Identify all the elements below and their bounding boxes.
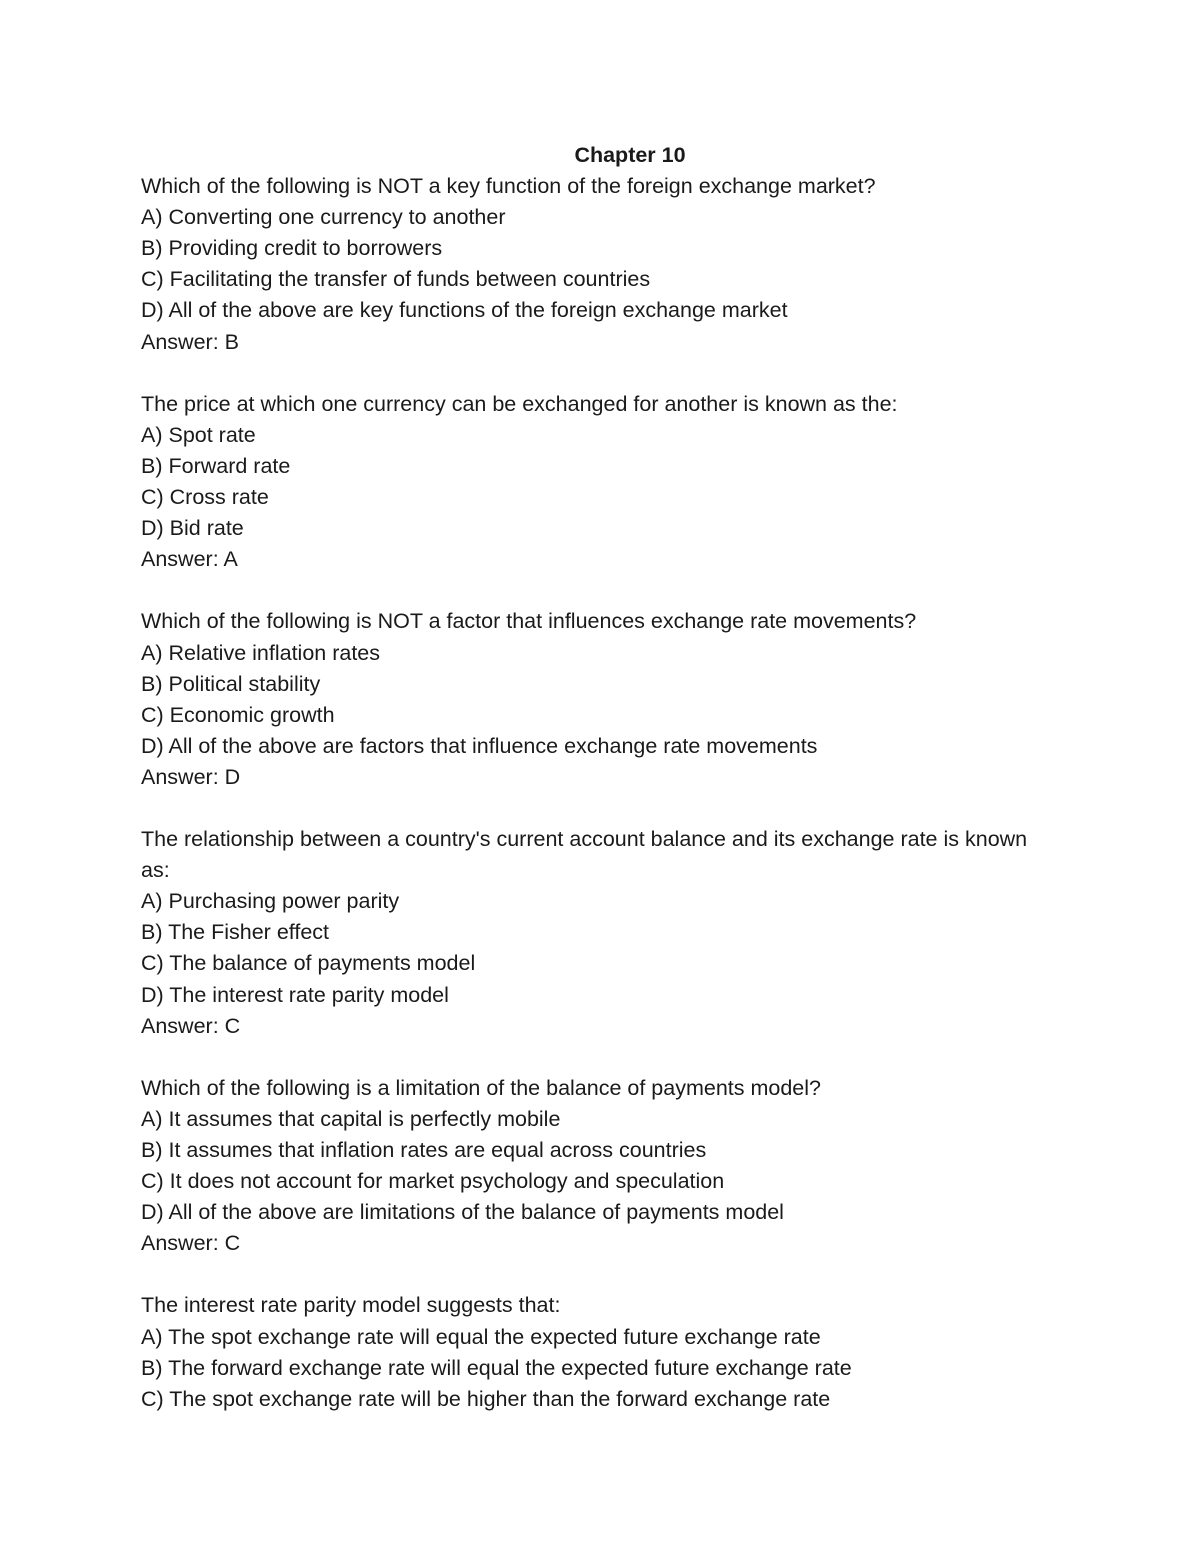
answer-option: D) Bid rate [141,516,244,541]
question-block [141,824,1061,1042]
answer-option: B) The forward exchange rate will equal the expected future exchange rate [141,1355,852,1380]
answer-option: D) All of the above are factors that influence exchange rate movements [141,733,818,758]
answer-key: Answer: C [141,1013,241,1038]
question-prompt: Which of the following is NOT a factor that influences exchange rate movements? [141,609,917,634]
question-block [141,1290,1061,1414]
blank-line [141,1042,1061,1073]
question-prompt: The interest rate parity model suggests that: [141,1293,561,1318]
answer-option: B) Forward rate [141,453,291,478]
answer-key: Answer: A [141,547,238,572]
question-prompt: Which of the following is NOT a key function of the foreign exchange market? [141,174,876,199]
answer-option: D) The interest rate parity model [141,982,449,1007]
answer-option: A) The spot exchange rate will equal the expected future exchange rate [141,1324,821,1349]
answer-option: B) Political stability [141,671,321,696]
question-prompt: The price at which one currency can be exchanged for another is known as the: [141,391,898,416]
answer-option: B) Providing credit to borrowers [141,236,443,261]
question-block [141,1073,1061,1260]
document-page [141,140,1061,1415]
question-block [141,389,1061,576]
answer-option: A) Spot rate [141,422,256,447]
answer-option: B) The Fisher effect [141,920,330,945]
answer-key: Answer: C [141,1231,241,1256]
answer-option: D) All of the above are key functions of the foreign exchange market [141,298,788,323]
answer-key: Answer: D [141,764,241,789]
question-block [141,171,1061,358]
answer-option: A) Relative inflation rates [141,640,380,665]
blank-line [141,793,1061,824]
blank-line [141,358,1061,389]
answer-option: C) The balance of payments model [141,951,476,976]
answer-option: D) All of the above are limitations of the balance of payments model [141,1200,784,1225]
question-prompt: The relationship between a country's current account balance and its exchange rate is known as: [141,827,1028,883]
page-title: Chapter 10 [574,143,686,167]
blank-line [141,575,1061,606]
answer-option: C) The spot exchange rate will be higher than the forward exchange rate [141,1386,831,1411]
answer-option: C) Facilitating the transfer of funds between countries [141,267,651,292]
answer-key: Answer: B [141,329,239,354]
answer-option: C) It does not account for market psychology and speculation [141,1169,725,1194]
question-block [141,606,1061,793]
answer-option: A) Purchasing power parity [141,889,400,914]
question-prompt: Which of the following is a limitation of the balance of payments model? [141,1075,822,1100]
answer-option: C) Cross rate [141,485,269,510]
answer-option: A) Converting one currency to another [141,205,506,230]
answer-option: C) Economic growth [141,702,335,727]
answer-option: A) It assumes that capital is perfectly mobile [141,1106,561,1131]
blank-line [141,1259,1061,1290]
answer-option: B) It assumes that inflation rates are equal across countries [141,1138,707,1162]
